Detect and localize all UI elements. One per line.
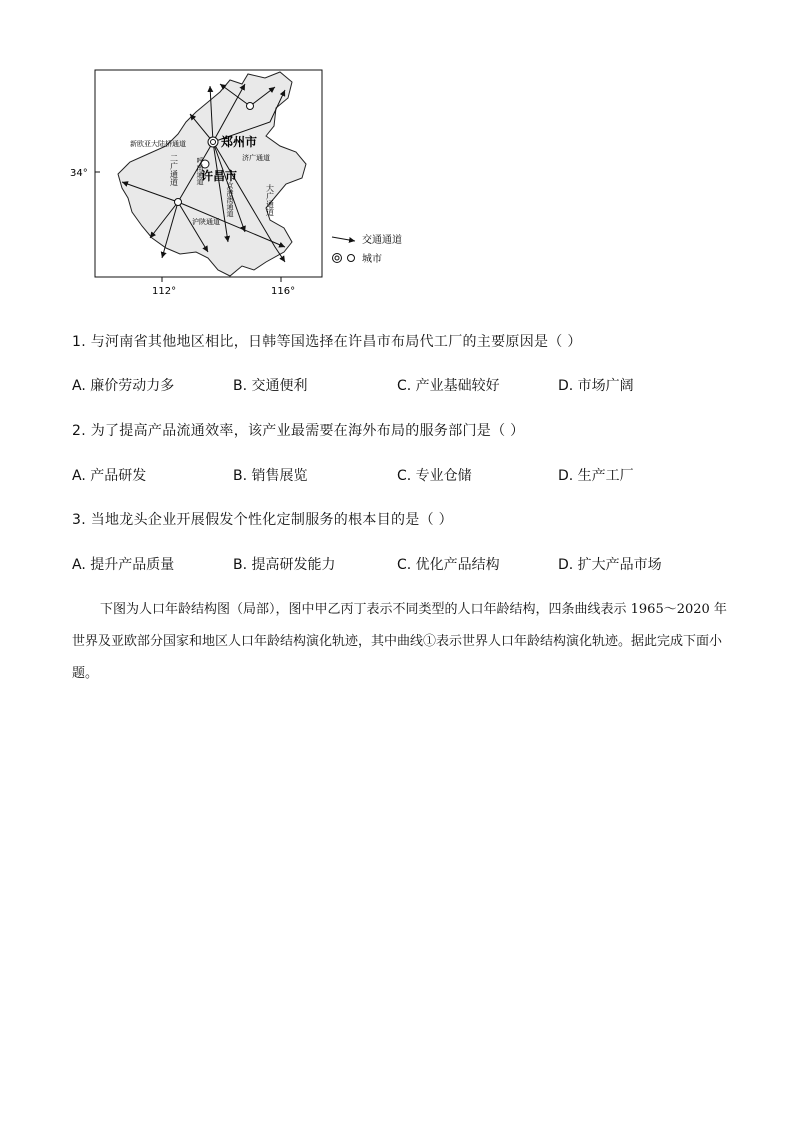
legend-arrow-icon [332, 237, 355, 241]
corridor-label: 沪陕通道 [192, 218, 220, 226]
intro-text: 下图为人口年龄结构图（局部），图中甲乙丙丁表示不同类型的人口年龄结构，四条曲线表示 1965～2020 年世界及亚欧部分国家和地区人口年龄结构演化轨迹，其中曲线①表示世界人口年龄结构演化轨迹。据此完成下面小题。 [72, 602, 727, 681]
city-zhengzhou-marker [208, 137, 218, 147]
corridor-label: 济广通道 [242, 154, 270, 162]
corridor-label: 呼南通道 [196, 157, 204, 185]
q3-option-b[interactable]: B. 提高研发能力 [233, 557, 336, 573]
q1-option-a[interactable]: A. 廉价劳动力多 [72, 378, 175, 394]
question-3-stem: 3. 当地龙头企业开展假发个性化定制服务的根本目的是（ ） [72, 512, 453, 528]
corridor-label: 京港澳通道 [226, 182, 234, 217]
q1-option-b[interactable]: B. 交通便利 [233, 378, 308, 394]
corridor-label: 新欧亚大陆桥通道 [130, 140, 186, 148]
city-label-zhengzhou: 郑州市 [221, 135, 258, 149]
question-1-stem: 1. 与河南省其他地区相比，日韩等国选择在许昌市布局代工厂的主要原因是（ ） [72, 334, 582, 350]
q3-option-d[interactable]: D. 扩大产品市场 [558, 557, 662, 573]
city-label-xuchang: 许昌市 [201, 169, 238, 183]
q3-option-c[interactable]: C. 优化产品结构 [397, 557, 500, 573]
q2-option-d[interactable]: D. 生产工厂 [558, 468, 634, 484]
corridor-label: 二广通道 [169, 154, 179, 186]
map-svg [70, 62, 430, 307]
lat-label: 34° [70, 168, 88, 179]
q1-option-c[interactable]: C. 产业基础较好 [397, 378, 500, 394]
q3-option-a[interactable]: A. 提升产品质量 [72, 557, 175, 573]
corridor-label: 大广通道 [265, 184, 275, 216]
next-section-intro [72, 594, 732, 690]
legend-city-small-icon [348, 255, 355, 262]
lon-label-116: 116° [271, 286, 296, 297]
city-small-marker [175, 199, 182, 206]
q2-option-a[interactable]: A. 产品研发 [72, 468, 147, 484]
legend-city-label: 城市 [362, 254, 382, 265]
q2-option-c[interactable]: C. 专业仓储 [397, 468, 472, 484]
legend-transport-label: 交通通道 [362, 235, 402, 246]
q2-option-b[interactable]: B. 销售展览 [233, 468, 308, 484]
legend-city-icon [333, 254, 342, 263]
henan-transport-map [70, 62, 430, 307]
q1-option-d[interactable]: D. 市场广阔 [558, 378, 634, 394]
question-2-stem: 2. 为了提高产品流通效率，该产业最需要在海外布局的服务部门是（ ） [72, 423, 525, 439]
lon-label-112: 112° [152, 286, 177, 297]
city-small-marker [247, 103, 254, 110]
